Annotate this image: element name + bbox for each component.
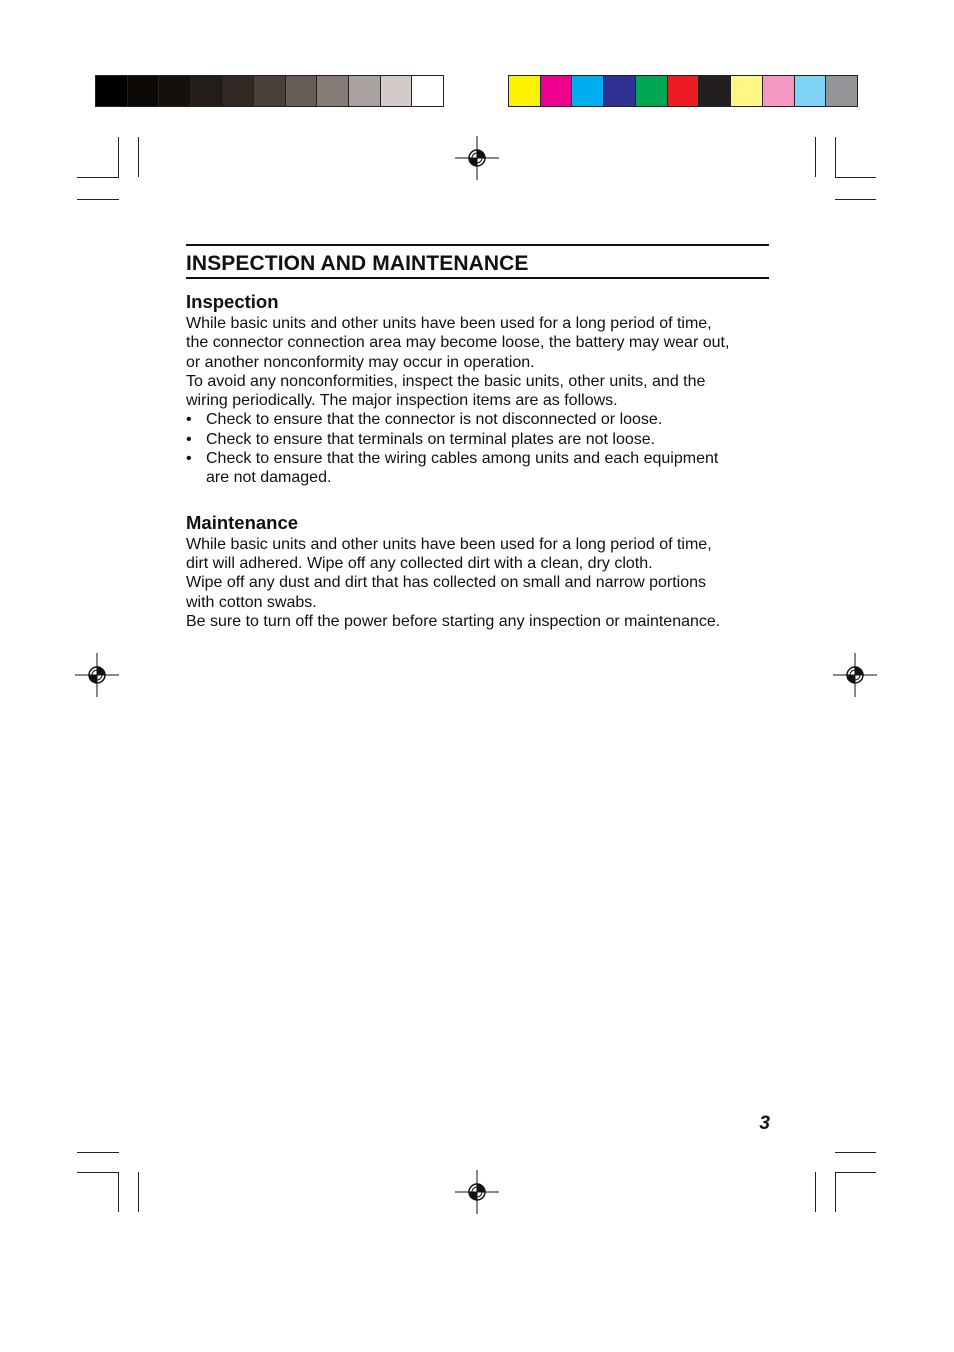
gray-swatch (223, 76, 255, 106)
text-line: Check to ensure that the wiring cables among units and each equipment (206, 450, 719, 468)
document-content (186, 244, 769, 631)
color-swatch (795, 76, 827, 106)
text-line: Be sure to turn off the power before starting any inspection or maintenance. (186, 612, 721, 630)
registration-mark-icon (75, 653, 119, 697)
inspection-section (186, 291, 769, 488)
registration-mark-icon (455, 1170, 499, 1214)
text-line: While basic units and other units have been used for a long period of time, (186, 535, 712, 553)
color-swatch (572, 76, 604, 106)
gray-swatch (96, 76, 128, 106)
bullet-icon: • (186, 411, 192, 429)
gray-swatch (412, 76, 443, 106)
text-line: wiring periodically. The major inspection items are as follows. (186, 392, 618, 410)
gray-swatch (191, 76, 223, 106)
inspection-paragraph-2 (186, 372, 769, 411)
registration-mark-icon (455, 136, 499, 180)
text-line: Check to ensure that terminals on terminal plates are not loose. (206, 430, 656, 448)
process-color-bar (508, 75, 858, 107)
title-block (186, 244, 769, 279)
inspection-heading: Inspection (186, 291, 279, 312)
maintenance-section (186, 512, 769, 631)
color-swatch (763, 76, 795, 106)
gray-swatch (159, 76, 191, 106)
bullet-icon: • (186, 450, 192, 468)
gray-swatch (128, 76, 160, 106)
text-line: Check to ensure that the connector is not disconnected or loose. (206, 411, 663, 429)
registration-mark-icon (833, 653, 877, 697)
inspection-checklist (186, 410, 769, 487)
color-swatch (636, 76, 668, 106)
color-swatch (731, 76, 763, 106)
inspection-paragraph-1 (186, 314, 769, 372)
maintenance-heading: Maintenance (186, 511, 299, 533)
gray-swatch (317, 76, 349, 106)
text-line: with cotton swabs. (186, 593, 317, 611)
gray-swatch (286, 76, 318, 106)
color-swatch (604, 76, 636, 106)
text-line: While basic units and other units have been used for a long period of time, (186, 315, 712, 332)
color-swatch (826, 76, 857, 106)
text-line: the connector connection area may become loose, the battery may wear out, (186, 334, 730, 352)
gray-swatch (349, 76, 381, 106)
list-item (186, 410, 769, 429)
list-item (186, 430, 769, 449)
text-line: To avoid any nonconformities, inspect the basic units, other units, and the (186, 372, 706, 390)
page-title: INSPECTION AND MAINTENANCE (186, 252, 529, 275)
color-swatch (668, 76, 700, 106)
text-line: dirt will adhered. Wipe off any collected dirt with a clean, dry cloth. (186, 554, 653, 572)
color-swatch (509, 76, 541, 106)
list-item (186, 449, 769, 488)
color-swatch (541, 76, 573, 106)
gray-swatch (381, 76, 413, 106)
gray-swatch (254, 76, 286, 106)
bullet-icon: • (186, 430, 192, 448)
maintenance-paragraph (186, 535, 769, 631)
text-line: are not damaged. (206, 469, 332, 487)
text-line: or another nonconformity may occur in operation. (186, 353, 535, 371)
color-swatch (699, 76, 731, 106)
text-line: Wipe off any dust and dirt that has collected on small and narrow portions (186, 574, 706, 592)
grayscale-color-bar (95, 75, 444, 107)
page-number: 3 (759, 1113, 770, 1134)
